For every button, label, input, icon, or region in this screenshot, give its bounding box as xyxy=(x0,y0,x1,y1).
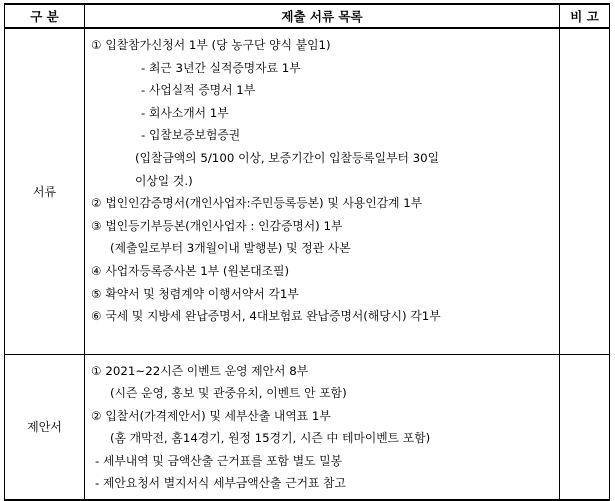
list-item: ② 법인인감증명서(개인사업자:주민등록등본) 및 사용인감계 1부 xyxy=(91,196,423,211)
list-item: ② 입찰서(가격제안서) 및 세부산출 내역표 1부 xyxy=(91,408,331,423)
list-item: - 제안요청서 별지서식 세부금액산출 근거표 참고 xyxy=(95,476,346,491)
list-item: - 사업실적 증명서 1부 xyxy=(141,83,256,98)
list-item: ① 2021~22시즌 이벤트 운영 제안서 8부 xyxy=(91,363,309,378)
note-cell xyxy=(560,28,610,354)
list-item: ③ 법인등기부등본(개인사업자 : 인감증명서) 1부 xyxy=(91,218,343,233)
list-item: (입찰금액의 5/100 이상, 보증기간이 입찰등록일부터 30일 xyxy=(135,150,440,165)
list-item: ⑤ 확약서 및 청렴계약 이행서약서 각1부 xyxy=(91,286,299,301)
list-item: ⑥ 국세 및 지방세 완납증명서, 4대보험료 완납증명서(해당시) 각1부 xyxy=(91,309,441,324)
note-cell xyxy=(560,354,610,500)
table-row-documents xyxy=(5,28,610,354)
header-documents: 제출 서류 목록 xyxy=(85,4,560,28)
header-note: 비 고 xyxy=(560,4,610,28)
header-category: 구 분 xyxy=(5,4,85,28)
category-cell: 제안서 xyxy=(5,354,85,500)
list-item: - 회사소개서 1부 xyxy=(141,105,229,120)
list-item: (시즌 운영, 홍보 및 관중유치, 이벤트 안 포함) xyxy=(110,386,347,401)
category-cell: 서류 xyxy=(5,28,85,354)
list-item: - 세부내역 및 금액산출 근거표를 포함 별도 밀봉 xyxy=(95,453,343,468)
list-item: (홈 개막전, 홈14경기, 원정 15경기, 시즌 中 테마이벤트 포함) xyxy=(110,431,431,446)
table-row-proposal xyxy=(5,354,610,500)
submission-documents-table xyxy=(4,3,610,501)
list-item: ④ 사업자등록증사본 1부 (원본대조필) xyxy=(91,263,290,278)
table-header-row xyxy=(5,4,610,28)
document-list-cell xyxy=(85,28,560,354)
list-item: - 입찰보증보험증권 xyxy=(141,128,241,143)
document-list-cell xyxy=(85,354,560,500)
list-item: (제출일로부터 3개월이내 발행분) 및 정관 사본 xyxy=(110,241,351,256)
list-item: 이상일 것.) xyxy=(135,173,193,188)
list-item: - 최근 3년간 실적증명자료 1부 xyxy=(141,60,301,75)
list-item: ① 입찰참가신청서 1부 (당 농구단 양식 붙임1) xyxy=(91,38,331,52)
